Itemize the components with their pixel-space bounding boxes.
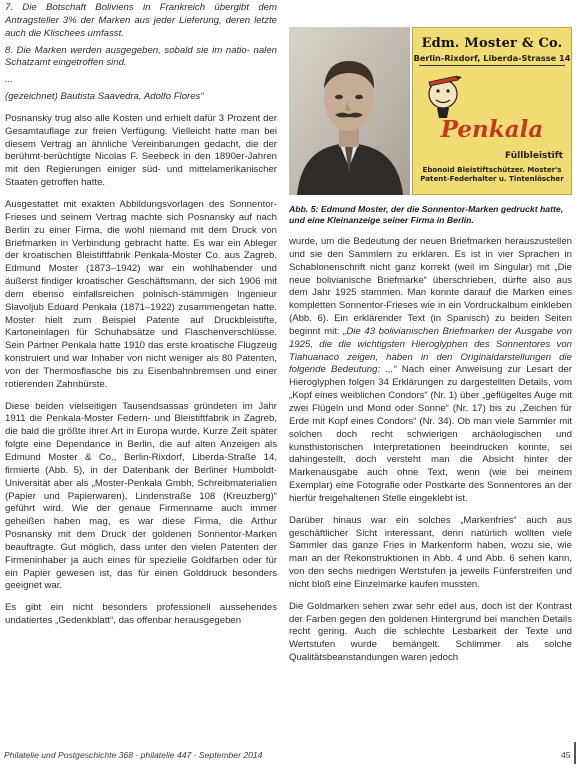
moster-advertisement [412, 27, 572, 195]
gedenkblatt-text-a: wurde, um die Bedeutung der neuen Briefmarken herauszustellen und sie den Sammlern zu erklaren. Es ist in vier Sprachen in Schablonenschrift nicht ganz korrekt (weil im Singular) mit „Die neue bolivianische Briefmarke“ überschrieben, dürfte also aus dem Jahr 1925 stammen. Man konnte darauf die Marken eines kompletten Sonnentor-Frieses wie in ein Vordruckalbum einkleben (Abb. 6). Ein erklärender Text (in Spanisch) zu beiden Seiten beginnt mit: [289, 236, 572, 337]
ad-divider [419, 65, 565, 66]
right-column [289, 236, 572, 674]
quote-item-7: 7. Die Botschaft Boliviens in Frankreich übergibt dem Antragsteller 3% der Marken aus jeder Lieferung, deren letzte auch die Klischees umfasst. [5, 2, 277, 39]
ad-line-2: Patent-Federhalter u. Tintenlöscher [420, 174, 564, 183]
paragraph-posnansky-costs: Posnansky trug also alle Kosten und erhielt dafür 3 Prozent der Gesamtauflage zur freien Verfügung. Vielleicht hatte man bei diesem Vertrag an ähnliche Vereinbarungen gedacht, die der berühmt-berüchtigte Nicolas F. Seebeck in den 1890er-Jahren mit den Regierungen einiger süd- und mittelamerikanischer Staaten getroffen hatte. [5, 112, 277, 189]
ad-product: Füllbleistift [505, 151, 563, 161]
paragraph-penkala-moster-founding: Diese beiden vielseitigen Tausendsassas gründeten im Jahr 1911 die Penkala-Moster Federn- und Bleistiftfabrik in Zagreb, die bald die größte ihrer Art in Europa wurde. Kurze Zeit später folgte eine Dependance in Berlin, die auf alten Anzeigen als Edmund Moster & Co., Berlin-Rixdorf, Liberda-Straße 14, firmierte (Abb. 5), in der Datenbank der Berliner Humboldt-Universität aber als „Moster-Penkala Gmbh, Schreibmaterialien (Papier und Papierwaren), Lindenstraße 108 (Kreuzberg)“ geführt wird. Wie der genaue Firmenname auch immer geheißen haben mag, es war diese Firma, die Arthur Posnansky mit dem Druck der goldenen Sonnentor-Marken beauftragte. Gut möglich, dass unter den vielen Patenten der Firmeninhaber ja auch eines für spezielle Goldfarben oder für ein Papier gewesen ist, das für einen Golddruck besonders geeignet war. [5, 400, 277, 592]
paragraph-goldmarken: Die Goldmarken sehen zwar sehr edel aus, doch ist der Kontrast der Farben gegen den goldenen Hintergrund bei manchen Details recht gering. Auch die schlechte Lesbarkeit der Texte und Wertstufen wurde bemängelt. Schlimmer als solche Qualitätsbeanstandungen waren jedoch [289, 600, 572, 664]
ad-line-1: Ebonoid Bleistiftschützer. Moster's [422, 165, 562, 174]
pencil-man-icon [423, 72, 463, 120]
footer-divider [574, 742, 576, 764]
figure-caption: Abb. 5: Edmund Moster, der die Sonnentor-Marken gedruckt hatte, und eine Kleinanzeige seiner Firma in Berlin. [289, 204, 564, 225]
ad-brand-penkala: Penkala [440, 116, 544, 143]
paragraph-markenfries: Darüber hinaus war ein solches „Markenfries“ auch aus geschäftlicher Sicht interessant, denn natürlich wollten viele Sammler das ganze Fries in Markenform haben, wozu sie, wie man an der Rekonstruktionen in Abb. 4 und Abb. 6 sehen kann, von den sechs niedrigen Wertstufen ja jeweils Fünferstreifen und nicht bloß eine Einzelmarke kaufen mussten. [289, 514, 572, 590]
paragraph-gedenkblatt [289, 236, 572, 506]
quote-signature: (gezeichnet) Bautista Saavedra, Adolfo Flores“ [5, 91, 204, 103]
journal-footer: Philatelie und Postgeschichte 368 · philatelie 447 · September 2014 [4, 750, 263, 760]
left-column [5, 2, 277, 637]
paragraph-gedenkblatt-start: Es gibt ein nicht besonders professionell aussehendes undatiertes „Gedenkblatt“, das offenbar herausgegeben [5, 602, 277, 627]
gedenkblatt-quote: „Die 43 bolivianischen Briefmarken der Ausgabe von 1925, die die wichtigsten Hieroglyphen des Sonnentores von Tiahuanaco zeigen, haben in den Originaldarstellungen die folgende Bedeutung: ...“ [289, 325, 572, 376]
ad-company-name: Edm. Moster & Co. [421, 36, 563, 51]
figure-moster-ad [289, 27, 572, 195]
page-number: 45 [561, 750, 571, 760]
gedenkblatt-text-b: Nach einer Anweisung zur Lesart der Hieroglyphen folgen 34 Erklärungen zu dargestellten Details, vom „Kopf eines weiblichen Condors“ (Nr. 1) über „geflügeltes Auge mit zwei Flügeln und Mond oder Sonne“ (Nr. 17) bis zu „Zeichen für Erde mit Kopf eines Condors“ (Nr. 34). Ob man viele Sammler mit solchen doch recht schwierigen archäologischen und kunsthistorischen Interpretationen beeindrucken konnte, sei dahingestellt, doch versteht man die Absicht hinter der Markenausgabe auch ohne Text, wenn (wie bei meinem Exemplar) eine Fotografie oder Postkarte des Sonnentores an der hierfür freigehaltenen Stelle eingeklebt ist. [289, 364, 572, 504]
portrait-photo [289, 27, 410, 195]
portrait-image [289, 27, 410, 195]
quote-item-8: 8. Die Marken werden ausgegeben, sobald sie im natio- nalen Schatzamt eingetroffen sind. [5, 44, 277, 69]
ad-address: Berlin-Rixdorf, Liberda-Strasse 14 [413, 53, 571, 63]
paragraph-berlin-firm: Ausgestattet mit exakten Abbildungsvorlagen des Sonnentor-Frieses und seinem Vertrag machte sich Posnansky auf nach Berlin zu einer Firma, die wohl niemand mit dem Druck von Briefmarken in Verbindung gebracht hatte. Es war ein Ableger der kroatischen Bleistiftfabrik Penkala-Moster Co. aus Zagreb. Edmund Moster (1873–1942) war ein wohlhabender und äußerst findiger kroatischer Geschäftsmann, der sich 1906 mit dem ebenso einfallsreichen polnisch-stämmigen Ingenieur Slavoljub Eduard Penkala (1871–1922) zusammengetan hatte. Moster hielt zum Beispiel Patente auf Druckbleistifte, Kartoneinlagen für Schuhabsätze und Flaschenverschlüsse. Sein Partner Penkala hatte 1910 das erste kroatische Flugzeug konstruiert und war Inhaber von nicht weniger als 80 Patenten, von der Thermosflasche bis zu Eisenbahnbremsen und einer rotierenden Zahnbürste. [5, 198, 277, 390]
quote-ellipsis: ... [5, 74, 13, 86]
